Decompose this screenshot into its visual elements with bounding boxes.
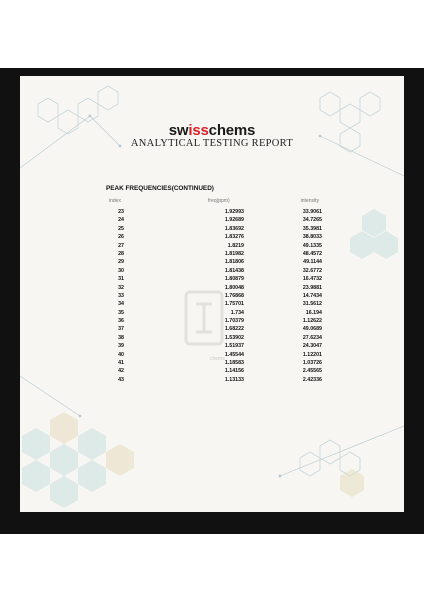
column-header-index: index — [109, 198, 121, 204]
index-cell: 38 — [118, 334, 124, 341]
index-cell: 37 — [118, 326, 124, 333]
table-row — [20, 326, 404, 334]
index-cell: 24 — [118, 217, 124, 224]
freq-cell: 1.70379 — [224, 318, 244, 325]
freq-cell: 1.92689 — [224, 217, 244, 224]
index-cell: 34 — [118, 301, 124, 308]
intensity-cell: 16.4732 — [302, 276, 322, 283]
column-header-intensity: intensity — [300, 198, 319, 204]
index-cell: 40 — [118, 351, 124, 358]
intensity-cell: 14.7434 — [302, 292, 322, 299]
index-cell: 29 — [118, 259, 124, 266]
section-title: PEAK FREQUENCIES(CONTINUED) — [106, 185, 214, 192]
intensity-cell: 1.12622 — [302, 318, 322, 325]
table-row — [20, 377, 404, 385]
index-cell: 25 — [118, 225, 124, 232]
table-row — [20, 285, 404, 293]
intensity-cell: 35.3981 — [302, 225, 322, 232]
watermark-text: chems — [210, 356, 225, 362]
freq-cell: 1.68222 — [224, 326, 244, 333]
intensity-cell: 49.1144 — [303, 259, 322, 266]
intensity-cell: 33.9061 — [302, 209, 322, 215]
index-cell: 23 — [118, 209, 124, 215]
freq-cell: 1.53902 — [224, 334, 244, 341]
table-row — [20, 310, 404, 318]
intensity-cell: 23.9881 — [302, 284, 322, 291]
intensity-cell: 49.0689 — [302, 326, 322, 333]
freq-cell: 1.76868 — [224, 292, 244, 299]
intensity-cell: 38.8033 — [302, 234, 322, 241]
intensity-cell: 1.03726 — [302, 360, 322, 367]
intensity-cell: 49.1335 — [302, 242, 322, 249]
freq-cell: 1.734 — [230, 309, 244, 316]
index-cell: 33 — [118, 292, 124, 299]
table-row — [20, 301, 404, 309]
index-cell: 32 — [118, 284, 124, 291]
table-row — [20, 352, 404, 360]
table-row — [20, 293, 404, 301]
table-row — [20, 360, 404, 368]
table-row — [20, 343, 404, 351]
index-cell: 39 — [118, 343, 124, 350]
freq-cell: 1.45544 — [224, 351, 244, 358]
freq-cell: 1.18583 — [224, 360, 244, 367]
swisschems-logo: swisschems — [168, 122, 256, 139]
freq-cell: 1.75701 — [224, 301, 244, 308]
page-caption: Bromantane pg 4 — [181, 588, 243, 597]
table-row — [20, 243, 404, 251]
freq-cell: 1.83276 — [224, 234, 244, 241]
intensity-cell: 31.5612 — [302, 301, 322, 308]
intensity-cell: 1.12201 — [302, 351, 322, 358]
intensity-cell: 16.194 — [305, 309, 322, 316]
report-title: ANALYTICAL TESTING REPORT — [130, 138, 294, 149]
index-cell: 30 — [118, 267, 124, 274]
document-viewer — [0, 68, 424, 597]
table-row — [20, 234, 404, 242]
freq-cell: 1.51937 — [224, 343, 244, 350]
freq-cell: 1.92993 — [224, 209, 244, 215]
column-header-freq: freq(ppm) — [208, 198, 230, 204]
freq-cell: 1.81806 — [224, 259, 244, 266]
index-cell: 28 — [118, 250, 124, 257]
index-cell: 36 — [118, 318, 124, 325]
freq-cell: 1.13133 — [224, 376, 244, 383]
freq-cell: 1.8219 — [227, 242, 244, 249]
table-row — [20, 318, 404, 326]
index-cell: 43 — [118, 376, 124, 383]
table-row — [20, 335, 404, 343]
index-cell: 41 — [118, 360, 124, 367]
intensity-cell: 34.7265 — [302, 217, 322, 224]
table-row — [20, 226, 404, 234]
index-cell: 42 — [118, 368, 124, 375]
table-row — [20, 251, 404, 259]
peak-table — [20, 209, 404, 385]
table-row — [20, 259, 404, 267]
intensity-cell: 2.42336 — [302, 376, 322, 383]
table-row — [20, 368, 404, 376]
freq-cell: 1.81438 — [224, 267, 244, 274]
intensity-cell: 24.3047 — [302, 343, 322, 350]
intensity-cell: 32.6772 — [302, 267, 322, 274]
index-cell: 26 — [118, 234, 124, 241]
table-row — [20, 209, 404, 217]
table-row — [20, 268, 404, 276]
intensity-cell: 2.45565 — [302, 368, 322, 375]
freq-cell: 1.80048 — [224, 284, 244, 291]
report-page — [20, 76, 404, 512]
index-cell: 27 — [118, 242, 124, 249]
table-row — [20, 276, 404, 284]
freq-cell: 1.80879 — [224, 276, 244, 283]
index-cell: 31 — [118, 276, 124, 283]
freq-cell: 1.14156 — [224, 368, 244, 375]
intensity-cell: 48.4572 — [302, 250, 322, 257]
freq-cell: 1.81982 — [224, 250, 244, 257]
intensity-cell: 27.6234 — [302, 334, 322, 341]
freq-cell: 1.83692 — [224, 225, 244, 232]
index-cell: 35 — [118, 309, 124, 316]
table-row — [20, 217, 404, 225]
